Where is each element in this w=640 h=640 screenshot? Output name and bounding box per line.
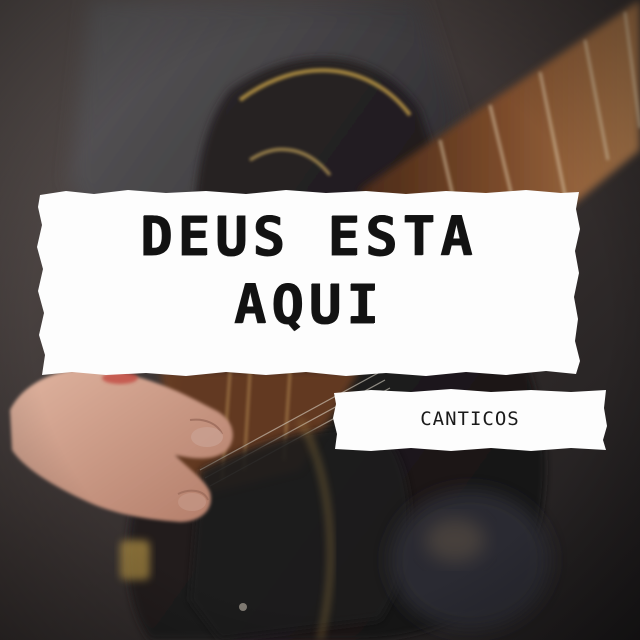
title-line-1: DEUS ESTA (140, 205, 478, 268)
subtitle-banner (331, 388, 609, 452)
title-line-2: AQUI (233, 273, 385, 336)
subtitle-text: CANTICOS (420, 408, 520, 430)
title-text (36, 203, 582, 339)
title-banner (36, 189, 582, 377)
